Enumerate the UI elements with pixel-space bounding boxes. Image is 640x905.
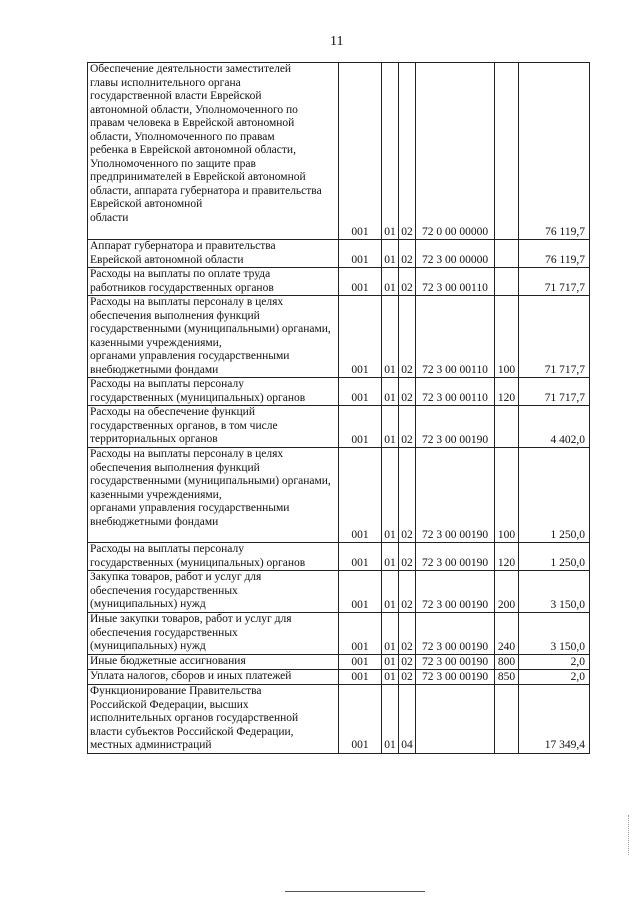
subsection-code: 02 [399, 670, 416, 685]
expense-type-code [495, 63, 519, 240]
section-code: 01 [382, 268, 399, 296]
footer-divider [285, 891, 425, 892]
ministry-code: 001 [339, 378, 382, 406]
target-article-code: 72 3 00 00190 [416, 655, 495, 670]
section-code: 01 [382, 378, 399, 406]
item-name: Расходы на выплаты персоналу государственных (муниципальных) органов [88, 378, 339, 406]
table-row [88, 655, 590, 670]
subsection-code: 02 [399, 63, 416, 240]
subsection-code: 02 [399, 543, 416, 571]
item-name: Расходы на выплаты персоналу в целях обеспечения выполнения функций государственными (муниципальными) органами, казенными учреждениями, органами управления государственными внебюджетными фондами [88, 296, 339, 378]
subsection-code: 02 [399, 448, 416, 543]
section-code: 01 [382, 613, 399, 655]
table-row [88, 448, 590, 543]
amount: 76 119,7 [519, 240, 590, 268]
expense-type-code [495, 268, 519, 296]
amount: 17 349,4 [519, 685, 590, 754]
item-name: Аппарат губернатора и правительства Еврейской автономной области [88, 240, 339, 268]
section-code: 01 [382, 655, 399, 670]
target-article-code: 72 3 00 00190 [416, 448, 495, 543]
amount: 71 717,7 [519, 296, 590, 378]
expense-type-code: 120 [495, 543, 519, 571]
target-article-code: 72 3 00 00000 [416, 240, 495, 268]
amount: 2,0 [519, 670, 590, 685]
expense-type-code: 800 [495, 655, 519, 670]
target-article-code: 72 3 00 00190 [416, 613, 495, 655]
target-article-code: 72 0 00 00000 [416, 63, 495, 240]
subsection-code: 02 [399, 655, 416, 670]
ministry-code: 001 [339, 543, 382, 571]
expense-type-code: 100 [495, 448, 519, 543]
expense-type-code: 240 [495, 613, 519, 655]
item-name: Расходы на выплаты персоналу государственных (муниципальных) органов [88, 543, 339, 571]
ministry-code: 001 [339, 613, 382, 655]
item-name: Расходы на выплаты по оплате труда работников государственных органов [88, 268, 339, 296]
table-row [88, 613, 590, 655]
page-number: 11 [330, 34, 344, 49]
budget-table [87, 62, 590, 754]
table-row [88, 240, 590, 268]
section-code: 01 [382, 406, 399, 448]
amount: 3 150,0 [519, 571, 590, 613]
expense-type-code: 100 [495, 296, 519, 378]
expense-type-code [495, 685, 519, 754]
target-article-code: 72 3 00 00190 [416, 670, 495, 685]
table-row [88, 406, 590, 448]
expense-type-code [495, 406, 519, 448]
budget-table-body [88, 63, 590, 754]
target-article-code: 72 3 00 00110 [416, 268, 495, 296]
table-row [88, 268, 590, 296]
target-article-code: 72 3 00 00190 [416, 571, 495, 613]
item-name: Иные закупки товаров, работ и услуг для обеспечения государственных (муниципальных) нужд [88, 613, 339, 655]
amount: 76 119,7 [519, 63, 590, 240]
table-row [88, 378, 590, 406]
target-article-code: 72 3 00 00190 [416, 543, 495, 571]
expense-type-code [495, 240, 519, 268]
section-code: 01 [382, 543, 399, 571]
subsection-code: 04 [399, 685, 416, 754]
target-article-code: 72 3 00 00110 [416, 378, 495, 406]
section-code: 01 [382, 240, 399, 268]
subsection-code: 02 [399, 268, 416, 296]
section-code: 01 [382, 685, 399, 754]
ministry-code: 001 [339, 655, 382, 670]
subsection-code: 02 [399, 613, 416, 655]
ministry-code: 001 [339, 240, 382, 268]
subsection-code: 02 [399, 378, 416, 406]
item-name: Уплата налогов, сборов и иных платежей [88, 670, 339, 685]
subsection-code: 02 [399, 571, 416, 613]
table-row [88, 571, 590, 613]
amount: 1 250,0 [519, 543, 590, 571]
ministry-code: 001 [339, 268, 382, 296]
expense-type-code: 850 [495, 670, 519, 685]
amount: 3 150,0 [519, 613, 590, 655]
subsection-code: 02 [399, 240, 416, 268]
ministry-code: 001 [339, 406, 382, 448]
item-name: Расходы на выплаты персоналу в целях обеспечения выполнения функций государственными (муниципальными) органами, казенными учреждениями, органами управления государственными внебюджетными фондами [88, 448, 339, 543]
table-row [88, 63, 590, 240]
table-row [88, 543, 590, 571]
subsection-code: 02 [399, 296, 416, 378]
section-code: 01 [382, 63, 399, 240]
amount: 1 250,0 [519, 448, 590, 543]
ministry-code: 001 [339, 685, 382, 754]
amount: 2,0 [519, 655, 590, 670]
section-code: 01 [382, 296, 399, 378]
ministry-code: 001 [339, 296, 382, 378]
item-name: Иные бюджетные ассигнования [88, 655, 339, 670]
subsection-code: 02 [399, 406, 416, 448]
ministry-code: 001 [339, 63, 382, 240]
amount: 71 717,7 [519, 268, 590, 296]
item-name: Расходы на обеспечение функций государственных органов, в том числе территориальных органов [88, 406, 339, 448]
ministry-code: 001 [339, 670, 382, 685]
amount: 71 717,7 [519, 378, 590, 406]
expense-type-code: 200 [495, 571, 519, 613]
ministry-code: 001 [339, 571, 382, 613]
table-row [88, 296, 590, 378]
ministry-code: 001 [339, 448, 382, 543]
target-article-code: 72 3 00 00190 [416, 406, 495, 448]
target-article-code [416, 685, 495, 754]
table-row [88, 670, 590, 685]
target-article-code: 72 3 00 00110 [416, 296, 495, 378]
margin-scan-mark [628, 815, 631, 855]
item-name: Обеспечение деятельности заместителей главы исполнительного органа государственной власти Еврейской автономной области, Уполномоченного по правам человека в Еврейской автономной области, Уполномоченного по правам ребенка в Еврейской автономной области, Уполномоченного по защите прав предпринимателей в Еврейской автономной области, аппарата губернатора и правительства Еврейской автономной области [88, 63, 339, 240]
section-code: 01 [382, 571, 399, 613]
expense-type-code: 120 [495, 378, 519, 406]
amount: 4 402,0 [519, 406, 590, 448]
item-name: Функционирование Правительства Российской Федерации, высших исполнительных органов государственной власти субъектов Российской Федерации, местных администраций [88, 685, 339, 754]
section-code: 01 [382, 670, 399, 685]
item-name: Закупка товаров, работ и услуг для обеспечения государственных (муниципальных) нужд [88, 571, 339, 613]
table-row [88, 685, 590, 754]
section-code: 01 [382, 448, 399, 543]
